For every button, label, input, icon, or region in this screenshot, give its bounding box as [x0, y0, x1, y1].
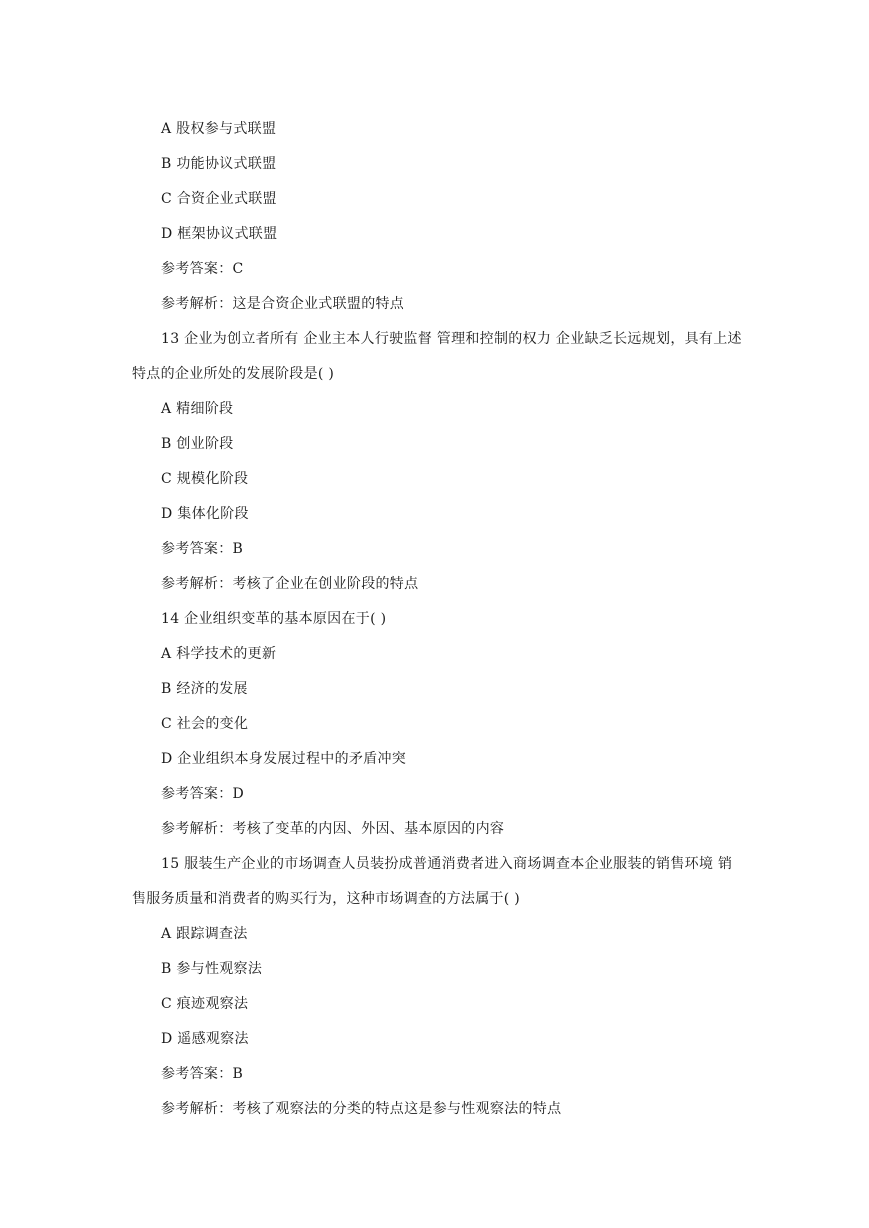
q15-answer: 参考答案：B: [161, 1066, 244, 1082]
q14-answer: 参考答案：D: [161, 786, 245, 802]
q13-analysis: 参考解析：考核了企业在创业阶段的特点: [161, 576, 419, 592]
q13-option-d: D 集体化阶段: [161, 506, 249, 522]
q15-analysis: 参考解析：考核了观察法的分类的特点这是参与性观察法的特点: [161, 1101, 562, 1117]
q15-option-a: A 跟踪调查法: [161, 926, 248, 942]
q14-question: 14 企业组织变革的基本原因在于( ): [161, 611, 387, 627]
q13-answer: 参考答案：B: [161, 541, 244, 557]
q15-option-c: C 痕迹观察法: [161, 996, 249, 1012]
q12-answer: 参考答案：C: [161, 261, 244, 277]
document-body: [132, 112, 744, 1127]
q15-option-d: D 遥感观察法: [161, 1031, 249, 1047]
q13-question: 13 企业为创立者所有 企业主本人行驶监督 管理和控制的权力 企业缺乏长远规划，具有上述特点的企业所处的发展阶段是( ): [132, 331, 742, 382]
q13-option-a: A 精细阶段: [161, 401, 234, 417]
q14-option-c: C 社会的变化: [161, 716, 249, 732]
q15-option-b: B 参与性观察法: [161, 961, 263, 977]
q14-analysis: 参考解析：考核了变革的内因、外因、基本原因的内容: [161, 821, 505, 837]
q14-option-d: D 企业组织本身发展过程中的矛盾冲突: [161, 751, 407, 767]
q14-option-b: B 经济的发展: [161, 681, 248, 697]
q12-option-b: B 功能协议式联盟: [161, 156, 277, 172]
q14-option-a: A 科学技术的更新: [161, 646, 277, 662]
q15-question: 15 服装生产企业的市场调查人员装扮成普通消费者进入商场调查本企业服装的销售环境 销售服务质量和消费者的购买行为，这种市场调查的方法属于( ): [132, 856, 733, 907]
q13-option-b: B 创业阶段: [161, 436, 234, 452]
q12-analysis: 参考解析：这是合资企业式联盟的特点: [161, 296, 405, 312]
q12-option-c: C 合资企业式联盟: [161, 191, 277, 207]
q12-option-d: D 框架协议式联盟: [161, 226, 278, 242]
q13-option-c: C 规模化阶段: [161, 471, 249, 487]
q12-option-a: A 股权参与式联盟: [161, 121, 277, 137]
